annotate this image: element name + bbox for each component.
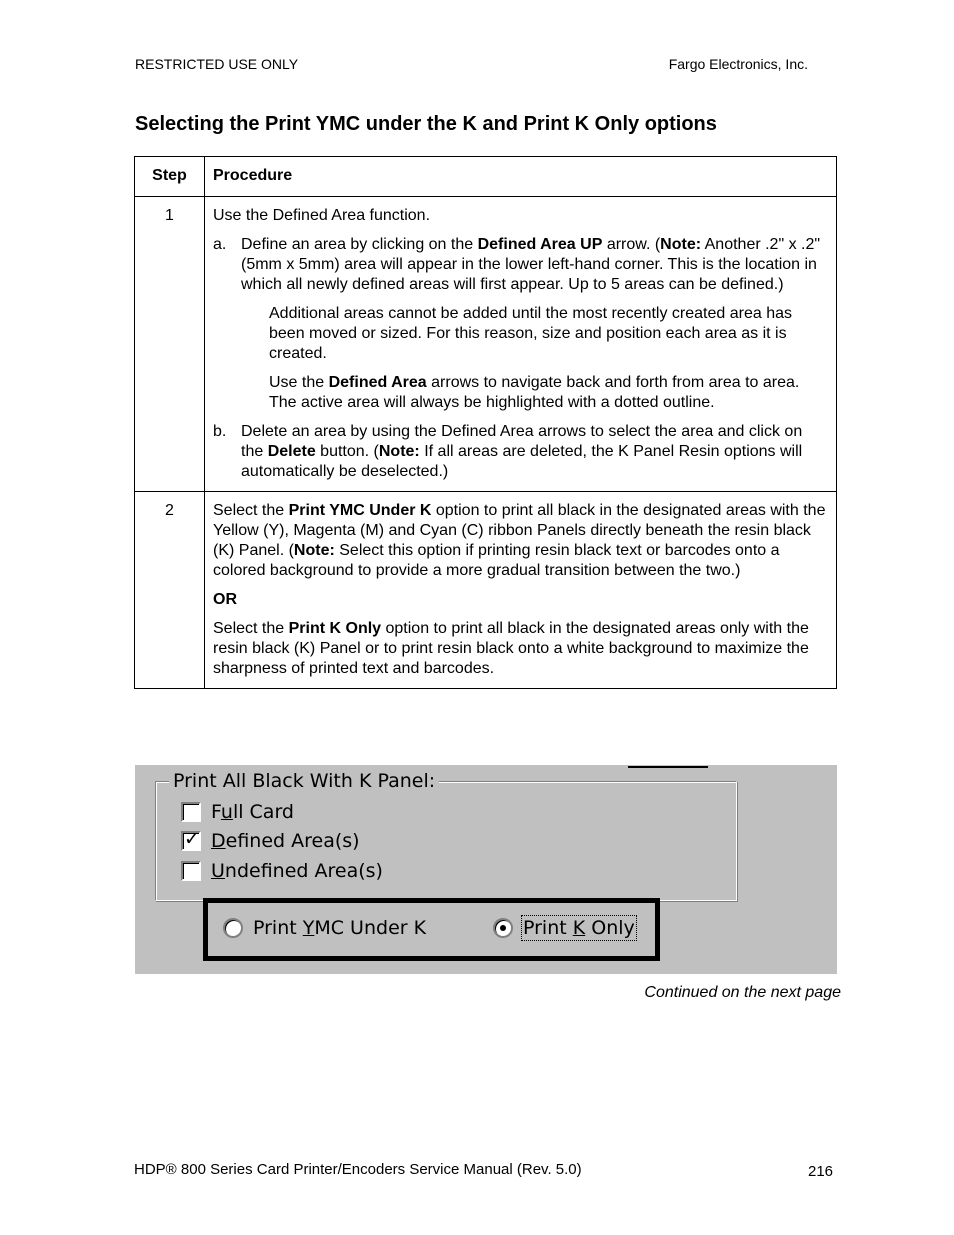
checkbox-box[interactable]: [181, 802, 201, 822]
defined-areas-checkbox[interactable]: [181, 830, 360, 852]
or-label: [213, 590, 828, 610]
radio-highlight-frame: [203, 898, 660, 961]
table-header-row: [135, 157, 837, 197]
note-label: Note:: [293, 542, 335, 559]
substep-letter: a.: [213, 236, 227, 253]
print-ymc-under-k-radio[interactable]: [223, 917, 426, 939]
substep-a: [213, 235, 828, 295]
table-row: [135, 492, 837, 689]
label-text: Print: [253, 917, 303, 939]
label-text: Only: [585, 917, 635, 939]
step-paragraph: [213, 619, 828, 679]
procedure-table: [134, 156, 837, 689]
text: option to print all black in the designated areas with the Yellow (Y), Magenta (M) and Cyan (C) ribbon Panels directly beneath the resin black (K) Panel. (: [213, 502, 826, 559]
text: Select this option if printing resin black text or barcodes onto a colored background to provide a more gradual transition between the two.): [213, 542, 780, 579]
substep-b: [213, 422, 828, 482]
step-number: 1: [135, 197, 205, 492]
col-procedure-header: Procedure: [205, 157, 837, 197]
label-text: F: [211, 801, 221, 823]
checkbox-label: [211, 860, 383, 882]
label-text: ll Card: [232, 801, 294, 823]
radio-circle[interactable]: [493, 918, 513, 938]
undefined-areas-checkbox[interactable]: [181, 860, 383, 882]
note-label: Note:: [378, 443, 420, 460]
page-number: 216: [808, 1163, 834, 1180]
bold-text: Print K Only: [288, 620, 382, 637]
checkbox-label: [211, 830, 360, 852]
step-paragraph: [213, 501, 828, 581]
mnemonic: D: [211, 830, 226, 852]
header-restricted: RESTRICTED USE ONLY: [135, 56, 299, 72]
text: Select the: [213, 502, 289, 519]
checkbox-label: [211, 801, 294, 823]
group-label: Print All Black With K Panel:: [169, 770, 439, 792]
text: button. (: [315, 443, 379, 460]
step-intro: Use the Defined Area function.: [213, 207, 431, 224]
header-company: Fargo Electronics, Inc.: [668, 56, 808, 72]
footer-manual-title: HDP® 800 Series Card Printer/Encoders Service Manual (Rev. 5.0): [134, 1161, 582, 1178]
mnemonic: U: [211, 860, 225, 882]
bold-text: Defined Area: [328, 374, 427, 391]
indented-note-2: [213, 373, 828, 413]
col-step-header: Step: [135, 157, 205, 197]
mnemonic: K: [572, 917, 586, 939]
mnemonic: u: [220, 801, 233, 823]
text: Another .2" x .2" (5mm x 5mm) area will appear in the lower left-hand corner. This is the location in which all newly defined areas will first appear. Up to 5 areas can be defined.): [241, 236, 821, 293]
dialog-screenshot: [135, 765, 837, 974]
procedure-cell: [205, 492, 837, 689]
step-number: 2: [135, 492, 205, 689]
bold-text: Print YMC Under K: [288, 502, 432, 519]
radio-selected-dot: [500, 925, 506, 931]
radio-circle[interactable]: [223, 918, 243, 938]
label-text: MC Under K: [314, 917, 427, 939]
continued-note: Continued on the next page: [644, 984, 841, 1001]
check-icon: ✓: [184, 828, 200, 850]
text: If all areas are deleted, the K Panel Resin options will automatically be deselected.): [241, 443, 803, 480]
radio-label: [523, 917, 635, 939]
label-text: Print: [523, 917, 573, 939]
note-label: Note:: [660, 236, 702, 253]
label-text: efined Area(s): [225, 830, 360, 852]
text: arrow. (: [602, 236, 661, 253]
radio-label: [253, 917, 426, 939]
label-text: ndefined Area(s): [224, 860, 383, 882]
procedure-cell: [205, 197, 837, 492]
table-row: [135, 197, 837, 492]
page-title: Selecting the Print YMC under the K and Print K Only options: [135, 113, 717, 135]
text: Use the: [269, 374, 329, 391]
full-card-checkbox[interactable]: [181, 801, 294, 823]
substep-letter: b.: [213, 423, 227, 440]
text: arrows to navigate back and forth from area to area. The active area will always be highlighted with a dotted outline.: [269, 374, 800, 411]
checkbox-box[interactable]: [181, 861, 201, 881]
or-text: OR: [213, 591, 237, 608]
text: Delete an area by using the Defined Area arrows to select the area and click on the: [241, 423, 803, 460]
bold-text: Defined Area UP: [477, 236, 603, 253]
text: Define an area by clicking on the: [241, 236, 478, 253]
checkbox-box[interactable]: [181, 828, 201, 851]
print-k-only-radio[interactable]: [493, 917, 635, 939]
text: Select the: [213, 620, 289, 637]
indented-note-1: Additional areas cannot be added until the most recently created area has been moved or sized. For this reason, size and position each area as it is created.: [269, 305, 792, 362]
mnemonic: Y: [302, 917, 315, 939]
partial-button-edge: [628, 765, 708, 768]
bold-text: Delete: [267, 443, 316, 460]
text: option to print all black in the designated areas only with the resin black (K) Panel or to print resin black onto a white background to maximize the sharpness of printed text and barcodes.: [213, 620, 809, 677]
